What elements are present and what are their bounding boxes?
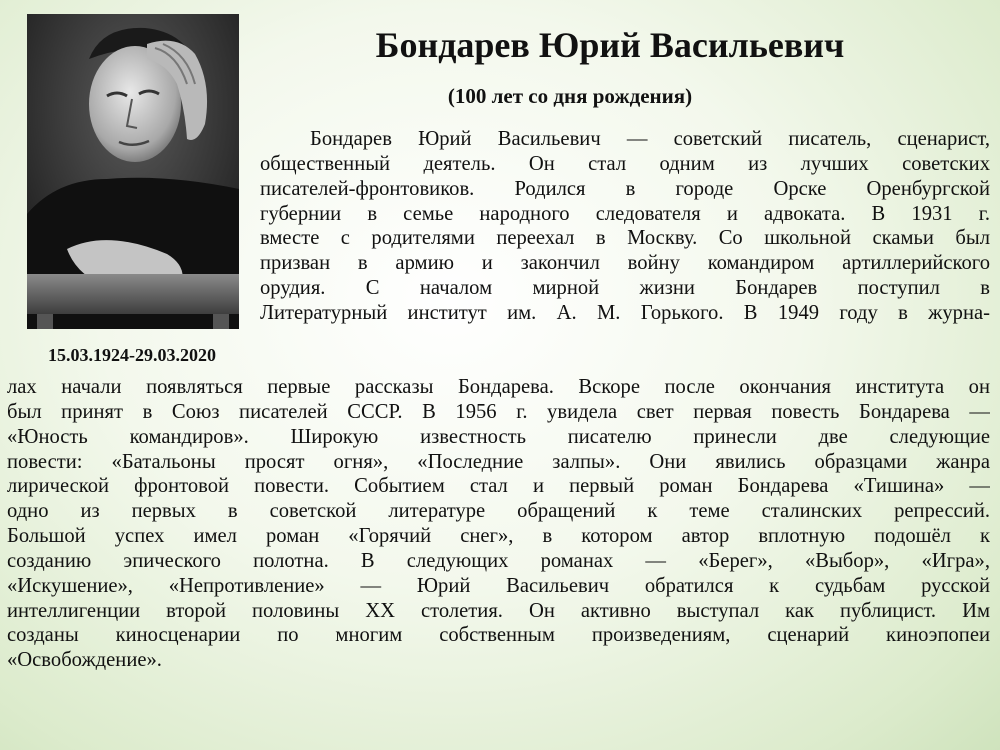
biography-bottom-paragraph xyxy=(7,375,990,673)
text-line: Бондарев Юрий Васильевич — советский писатель, сценарист, xyxy=(310,128,990,150)
text-line: орудия. С началом мирной жизни Бондарев поступил в xyxy=(260,277,990,300)
text-line: был принят в Союз писателей СССР. В 1956 г. увидела свет первая повесть Бондарева — xyxy=(7,400,990,423)
text-line: созданы киносценарии по многим собственным произведениям, сценарий киноэпопеи xyxy=(7,624,990,647)
text-line: «Освобождение». xyxy=(7,649,162,672)
author-portrait xyxy=(27,14,239,329)
text-line: лирической фронтовой повести. Событием стал и первый роман Бондарева «Тишина» — xyxy=(7,475,990,498)
text-line: одно из первых в советской литературе обращений к теме сталинских репрессий. xyxy=(7,500,990,523)
text-line: Литературный институт им. А. М. Горького. В 1949 году в журна- xyxy=(260,301,990,324)
life-dates: 15.03.1924-29.03.2020 xyxy=(48,345,216,365)
text-line: общественный деятель. Он стал одним из лучших советских xyxy=(260,152,990,175)
text-line: «Юность командиров». Широкую известность писателю принесли две следующие xyxy=(7,425,990,448)
text-line: Большой успех имел роман «Горячий снег», в котором автор вплотную подошёл к xyxy=(7,525,990,548)
text-line: повести: «Батальоны просят огня», «Последние залпы». Они явились образцами жанра xyxy=(7,450,990,473)
biography-top-paragraph xyxy=(260,127,990,326)
portrait-photo-icon xyxy=(27,14,239,329)
text-line: призван в армию и закончил войну командиром артиллерийского xyxy=(260,252,990,275)
page-title: Бондарев Юрий Васильевич xyxy=(375,25,845,65)
page-subtitle: (100 лет со дня рождения) xyxy=(447,84,693,108)
text-line: губернии в семье народного следователя и адвоката. В 1931 г. xyxy=(260,202,990,225)
text-line: интеллигенции второй половины XX столетия. Он активно выступал как публицист. Им xyxy=(7,599,990,622)
text-line: писателей-фронтовиков. Родился в городе Орске Оренбургской xyxy=(260,177,990,200)
text-line: созданию эпического полотна. В следующих романах — «Берег», «Выбор», «Игра», xyxy=(7,549,990,572)
text-line: лах начали появляться первые рассказы Бондарева. Вскоре после окончания института он xyxy=(7,376,990,398)
text-line: «Искушение», «Непротивление» — Юрий Васильевич обратился к судьбам русской xyxy=(7,574,990,597)
text-line: вместе с родителями переехал в Москву. Со школьной скамьи был xyxy=(260,227,990,250)
